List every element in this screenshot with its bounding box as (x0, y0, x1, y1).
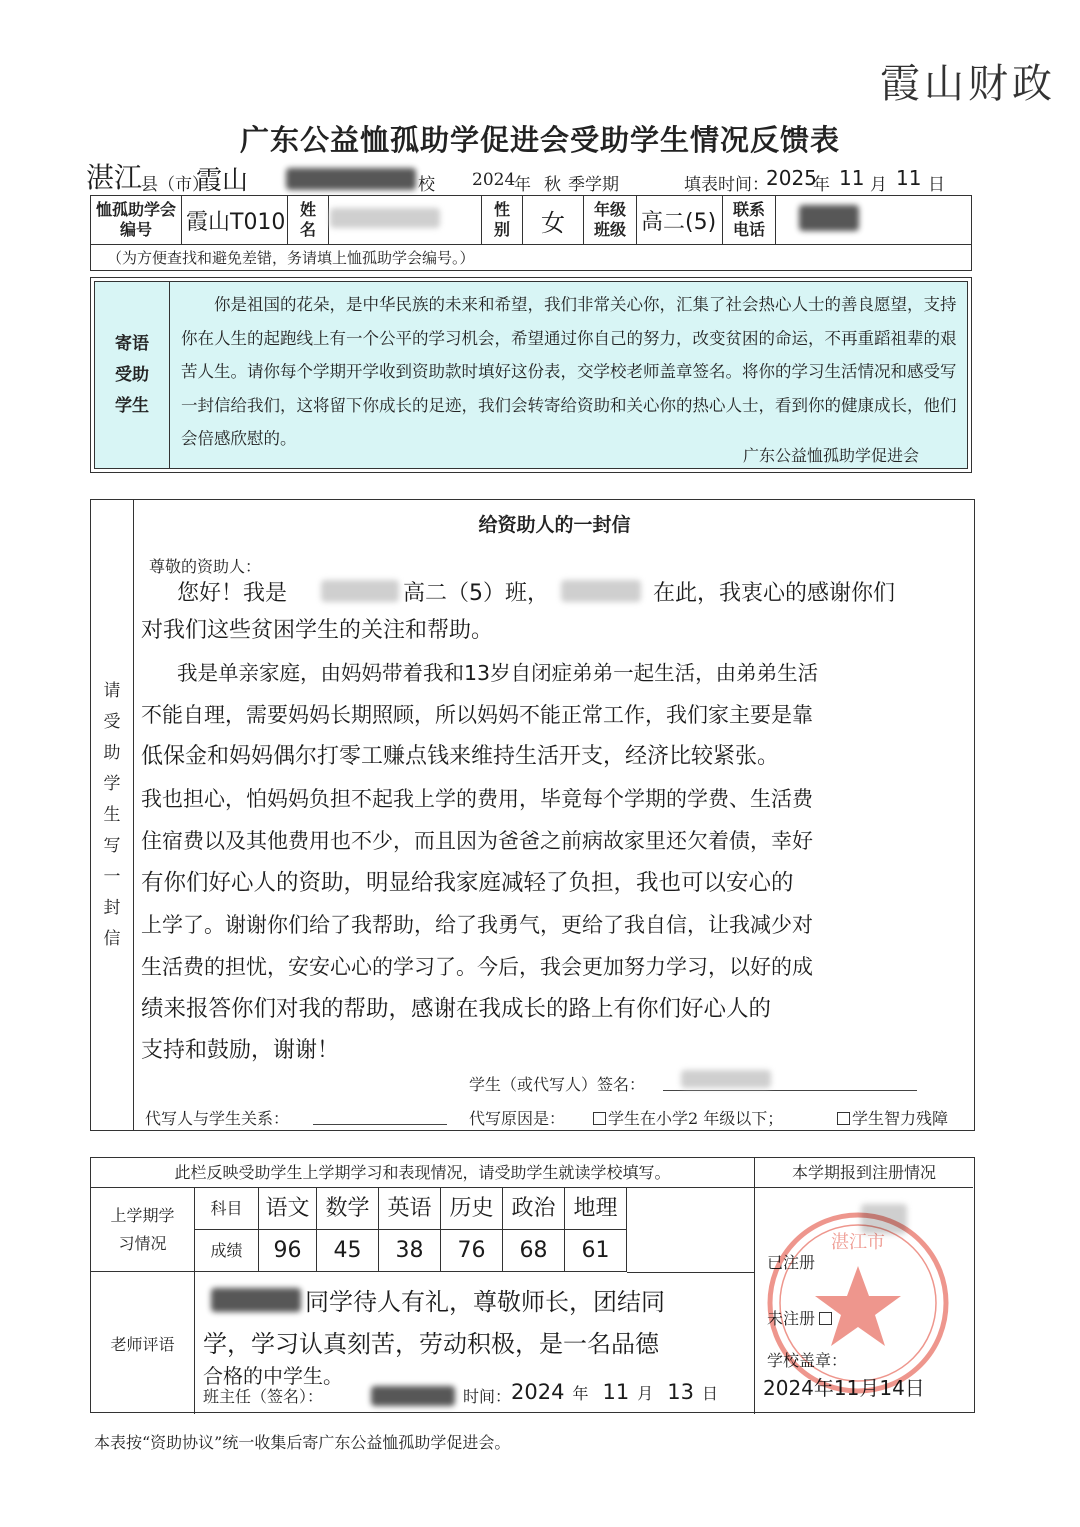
name-value (329, 196, 482, 245)
study-row-rule (627, 1272, 755, 1273)
comment-time-label: 时间： (463, 1387, 512, 1406)
form-header-line (86, 160, 976, 196)
redacted-teacher-name (371, 1386, 455, 1406)
subject-cell: 数学 (317, 1188, 379, 1230)
redacted-name (330, 208, 440, 228)
name-label: 姓名 (288, 196, 329, 245)
message-signature: 广东公益恤孤助学促进会 (742, 446, 919, 465)
comment-line-3: 合格的中学生。 (203, 1364, 343, 1388)
stamp-star-icon (815, 1266, 901, 1346)
subject-cell: 历史 (441, 1188, 503, 1230)
redacted-phone (799, 205, 859, 231)
score-cell: 96 (259, 1230, 317, 1272)
school-section (90, 1157, 975, 1413)
fill-month-char: 月 (870, 175, 887, 195)
district-value: 霞山 (196, 166, 249, 196)
right-column-divider (754, 1188, 755, 1414)
letter-line: 对我们这些贫困学生的关注和帮助。 (141, 618, 494, 643)
county-label: 县（市） (141, 175, 209, 195)
letter-title: 给资助人的一封信 (478, 514, 631, 536)
fill-month: 11 (839, 166, 865, 190)
redacted-student-name (321, 580, 399, 602)
student-sign-line (663, 1090, 917, 1091)
letter-line: 生活费的担忧，安安心心的学习了。今后，我会更加努力学习，以好的成 (141, 955, 813, 979)
teacher-sign-label: 班主任（签名）： (203, 1387, 324, 1406)
gender-value: 女 (523, 196, 584, 245)
proxy-relation-label: 代写人与学生关系： (145, 1109, 290, 1128)
year-value: 2024 (472, 170, 516, 190)
letter-line: 绩来报答你们对我的帮助，感谢在我成长的路上有你们好心人的 (141, 996, 772, 1022)
school-stamp (763, 1208, 953, 1398)
term-label: 季学期 (568, 175, 619, 195)
school-label: 校 (418, 175, 435, 195)
unregistered-option[interactable]: 未注册 (767, 1306, 834, 1329)
letter-line: 您好！我是 高二（5）班， 在此，我衷心的感谢你们 (177, 581, 896, 606)
student-info-table (90, 195, 972, 245)
checkbox-young[interactable] (593, 1112, 606, 1125)
score-cell: 61 (565, 1230, 627, 1272)
letter-line: 上学了。谢谢你们给了我帮助，给了我勇气，更给了我自信，让我减少对 (141, 913, 813, 937)
proxy-relation-line[interactable] (313, 1124, 447, 1125)
checkbox-disability[interactable] (837, 1112, 850, 1125)
fill-day-char: 日 (928, 175, 945, 195)
comment-label: 老师评语 (91, 1272, 195, 1414)
score-cell: 76 (441, 1230, 503, 1272)
subject-cell: 地理 (565, 1188, 627, 1230)
reason-option-disability[interactable]: 学生智力残障 (837, 1106, 948, 1129)
letter-line: 我也担心，怕妈妈负担不起我上学的费用，毕竟每个学期的学费、生活费 (141, 787, 813, 811)
info-note: （为方便查找和避免差错，务请填上恤孤助学会编号。） (90, 245, 972, 271)
school-header-left: 此栏反映受助学生上学期学习和表现情况，请受助学生就读学校填写。 (91, 1158, 755, 1188)
registered-option[interactable]: 已注册 (767, 1253, 816, 1272)
score-cell: 45 (317, 1230, 379, 1272)
redacted-student-name-2 (561, 580, 641, 602)
message-side-label: 寄语受助学生 (95, 282, 170, 468)
letter-line: 不能自理，需要妈妈长期照顾，所以妈妈不能正常工作，我们家主要是靠 (141, 703, 813, 727)
corner-handwritten-note: 霞山财政 (880, 61, 1056, 107)
subject-cell: 语文 (259, 1188, 317, 1230)
letter-line: 住宿费以及其他费用也不少，而且因为爸爸之前病故家里还欠着债，幸好 (141, 829, 813, 853)
grade-label: 年级班级 (584, 196, 637, 245)
score-cell: 38 (379, 1230, 441, 1272)
letter-body (141, 568, 971, 1072)
message-body: 你是祖国的花朵，是中华民族的未来和希望，我们非常关心你，汇集了社会热心人士的善良愿望，支持你在人生的起跑线上有一个公平的学习机会，希望通过你自己的努力，改变贫困的命运，不再重蹈祖辈的艰苦人生。请你每个学期开学收到资助款时填好这份表，交学校老师盖章签名。将你的学习生活情况和感受写一封信给我们，这将留下你成长的足迹，我们会转寄给资助和关心你的热心人士，看到你的健康成长，他们会倍感欣慰的。 (181, 295, 957, 448)
fill-year: 2025 (766, 166, 817, 190)
proxy-reason-label: 代写原因是： (469, 1109, 566, 1128)
year-label: 年 (514, 175, 531, 195)
letter-line: 低保金和妈妈偶尔打零工赚点钱来维持生活开支，经济比较紧张。 (141, 744, 780, 769)
letter-line: 支持和鼓励，谢谢！ (141, 1038, 340, 1063)
school-stamp-label: 学校盖章： (767, 1351, 848, 1370)
subject-cell: 政治 (503, 1188, 565, 1230)
gender-label: 性别 (482, 196, 523, 245)
message-section (90, 277, 972, 473)
letter-side-label: 请受助学生写一封信 (91, 500, 134, 1130)
assoc-no-label: 恤孤助学会编号 (91, 196, 182, 245)
study-label: 上学期学习情况 (91, 1188, 195, 1272)
subject-label: 科目 (195, 1188, 259, 1230)
city-value: 湛江 (86, 161, 143, 194)
redacted-signature (681, 1070, 771, 1088)
fill-day: 11 (896, 166, 922, 190)
letter-section (90, 499, 975, 1131)
fill-year-char: 年 (813, 175, 830, 195)
reason-option-young[interactable]: 学生在小学2 年级以下； (593, 1106, 783, 1129)
phone-label: 联系电话 (723, 196, 776, 245)
assoc-no-value: 霞山T010 (182, 196, 288, 245)
school-header-right: 本学期报到注册情况 (755, 1158, 973, 1188)
fill-time-label: 填表时间： (684, 175, 769, 195)
form-title: 广东公益恤孤助学促进会受助学生情况反馈表 (239, 123, 840, 157)
redacted-school (286, 168, 416, 190)
comment-date: 2024 年 11 月 13 日 (511, 1380, 718, 1404)
redacted-student-name-comment (211, 1288, 301, 1312)
letter-line: 有你们好心人的资助，明显给我家庭减轻了负担，我也可以安心的 (141, 870, 794, 896)
subject-cell: 英语 (379, 1188, 441, 1230)
letter-salutation: 尊敬的资助人： (149, 557, 262, 576)
stamp-date: 2024年11月14日 (763, 1376, 925, 1400)
score-label: 成绩 (195, 1230, 259, 1272)
comment-line-1: 同学待人有礼，尊敬师长，团结同 (305, 1288, 665, 1316)
comment-line-2: 学，学习认真刻苦，劳动积极，是一名品德 (203, 1330, 659, 1358)
student-sign-label: 学生（或代写人）签名： (469, 1075, 646, 1094)
footer-note: 本表按“资助协议”统一收集后寄广东公益恤孤助学促进会。 (94, 1433, 511, 1452)
score-cell: 68 (503, 1230, 565, 1272)
phone-value (776, 196, 972, 245)
letter-line: 我是单亲家庭，由妈妈带着我和13岁自闭症弟弟一起生活，由弟弟生活 (177, 661, 819, 685)
grade-value: 高二(5) (637, 196, 723, 245)
stamp-text: 湛江市 (831, 1232, 885, 1253)
season-value: 秋 (544, 175, 561, 195)
